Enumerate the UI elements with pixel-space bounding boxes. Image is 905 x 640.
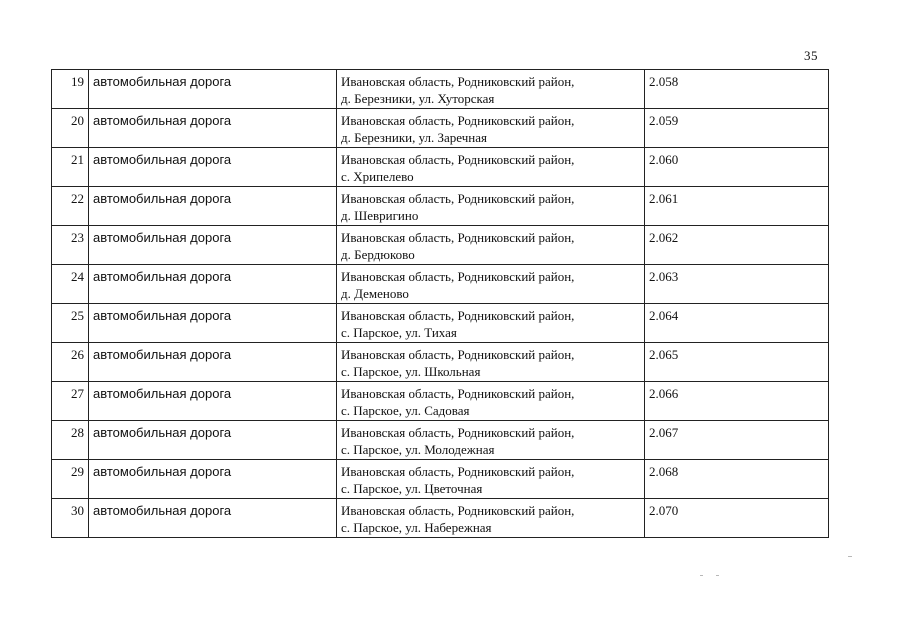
row-number-cell: 23: [52, 226, 89, 265]
row-number-cell: 27: [52, 382, 89, 421]
object-type-cell: автомобильная дорога: [89, 499, 337, 538]
address-line-locality: д. Деменово: [341, 286, 409, 301]
address-line-region: Ивановская область, Родниковский район,: [341, 503, 575, 518]
code-cell: 2.060: [645, 148, 829, 187]
row-number-cell: 24: [52, 265, 89, 304]
row-number-cell: 29: [52, 460, 89, 499]
row-number-cell: 22: [52, 187, 89, 226]
object-type-cell: автомобильная дорога: [89, 382, 337, 421]
table-row: [52, 148, 829, 187]
code-cell: 2.061: [645, 187, 829, 226]
object-type-cell: автомобильная дорога: [89, 109, 337, 148]
scan-artifact: [700, 575, 703, 576]
row-number-cell: 21: [52, 148, 89, 187]
row-number-cell: 28: [52, 421, 89, 460]
code-cell: 2.067: [645, 421, 829, 460]
table-row: [52, 109, 829, 148]
address-cell: [337, 70, 645, 109]
address-cell: [337, 460, 645, 499]
table-row: [52, 70, 829, 109]
object-type-cell: автомобильная дорога: [89, 460, 337, 499]
address-line-region: Ивановская область, Родниковский район,: [341, 230, 575, 245]
table-row: [52, 382, 829, 421]
address-line-locality: с. Парское, ул. Цветочная: [341, 481, 483, 496]
code-cell: 2.058: [645, 70, 829, 109]
table-row: [52, 265, 829, 304]
scan-artifact: [716, 575, 719, 576]
address-line-locality: с. Парское, ул. Набережная: [341, 520, 492, 535]
address-line-region: Ивановская область, Родниковский район,: [341, 464, 575, 479]
object-type-cell: автомобильная дорога: [89, 304, 337, 343]
address-line-region: Ивановская область, Родниковский район,: [341, 386, 575, 401]
row-number-cell: 26: [52, 343, 89, 382]
table-row: [52, 343, 829, 382]
code-cell: 2.070: [645, 499, 829, 538]
code-cell: 2.062: [645, 226, 829, 265]
address-line-locality: с. Парское, ул. Молодежная: [341, 442, 495, 457]
object-type-cell: автомобильная дорога: [89, 265, 337, 304]
address-line-locality: с. Парское, ул. Тихая: [341, 325, 457, 340]
table-row: [52, 226, 829, 265]
address-line-region: Ивановская область, Родниковский район,: [341, 113, 575, 128]
address-cell: [337, 382, 645, 421]
table-row: [52, 187, 829, 226]
address-line-region: Ивановская область, Родниковский район,: [341, 74, 575, 89]
address-line-locality: д. Шевригино: [341, 208, 419, 223]
address-line-region: Ивановская область, Родниковский район,: [341, 191, 575, 206]
table-row: [52, 460, 829, 499]
address-cell: [337, 148, 645, 187]
address-line-region: Ивановская область, Родниковский район,: [341, 308, 575, 323]
table-row: [52, 304, 829, 343]
road-registry-table: [51, 69, 829, 538]
object-type-cell: автомобильная дорога: [89, 70, 337, 109]
table-row: [52, 421, 829, 460]
address-cell: [337, 226, 645, 265]
address-line-locality: д. Березники, ул. Заречная: [341, 130, 487, 145]
address-cell: [337, 109, 645, 148]
address-cell: [337, 304, 645, 343]
row-number-cell: 20: [52, 109, 89, 148]
code-cell: 2.064: [645, 304, 829, 343]
address-line-locality: с. Парское, ул. Садовая: [341, 403, 470, 418]
address-line-region: Ивановская область, Родниковский район,: [341, 152, 575, 167]
row-number-cell: 25: [52, 304, 89, 343]
address-line-region: Ивановская область, Родниковский район,: [341, 347, 575, 362]
address-line-locality: с. Хрипелево: [341, 169, 414, 184]
page-number: 35: [804, 48, 818, 63]
address-line-locality: с. Парское, ул. Школьная: [341, 364, 481, 379]
address-line-region: Ивановская область, Родниковский район,: [341, 269, 575, 284]
object-type-cell: автомобильная дорога: [89, 226, 337, 265]
address-cell: [337, 421, 645, 460]
address-cell: [337, 499, 645, 538]
code-cell: 2.059: [645, 109, 829, 148]
code-cell: 2.065: [645, 343, 829, 382]
object-type-cell: автомобильная дорога: [89, 421, 337, 460]
object-type-cell: автомобильная дорога: [89, 148, 337, 187]
address-cell: [337, 343, 645, 382]
code-cell: 2.063: [645, 265, 829, 304]
code-cell: 2.068: [645, 460, 829, 499]
address-line-locality: д. Березники, ул. Хуторская: [341, 91, 495, 106]
code-cell: 2.066: [645, 382, 829, 421]
object-type-cell: автомобильная дорога: [89, 343, 337, 382]
object-type-cell: автомобильная дорога: [89, 187, 337, 226]
address-cell: [337, 187, 645, 226]
row-number-cell: 19: [52, 70, 89, 109]
row-number-cell: 30: [52, 499, 89, 538]
scan-artifact: [848, 556, 852, 557]
address-line-locality: д. Бердюково: [341, 247, 415, 262]
address-line-region: Ивановская область, Родниковский район,: [341, 425, 575, 440]
address-cell: [337, 265, 645, 304]
table-row: [52, 499, 829, 538]
table-body: [52, 70, 829, 538]
